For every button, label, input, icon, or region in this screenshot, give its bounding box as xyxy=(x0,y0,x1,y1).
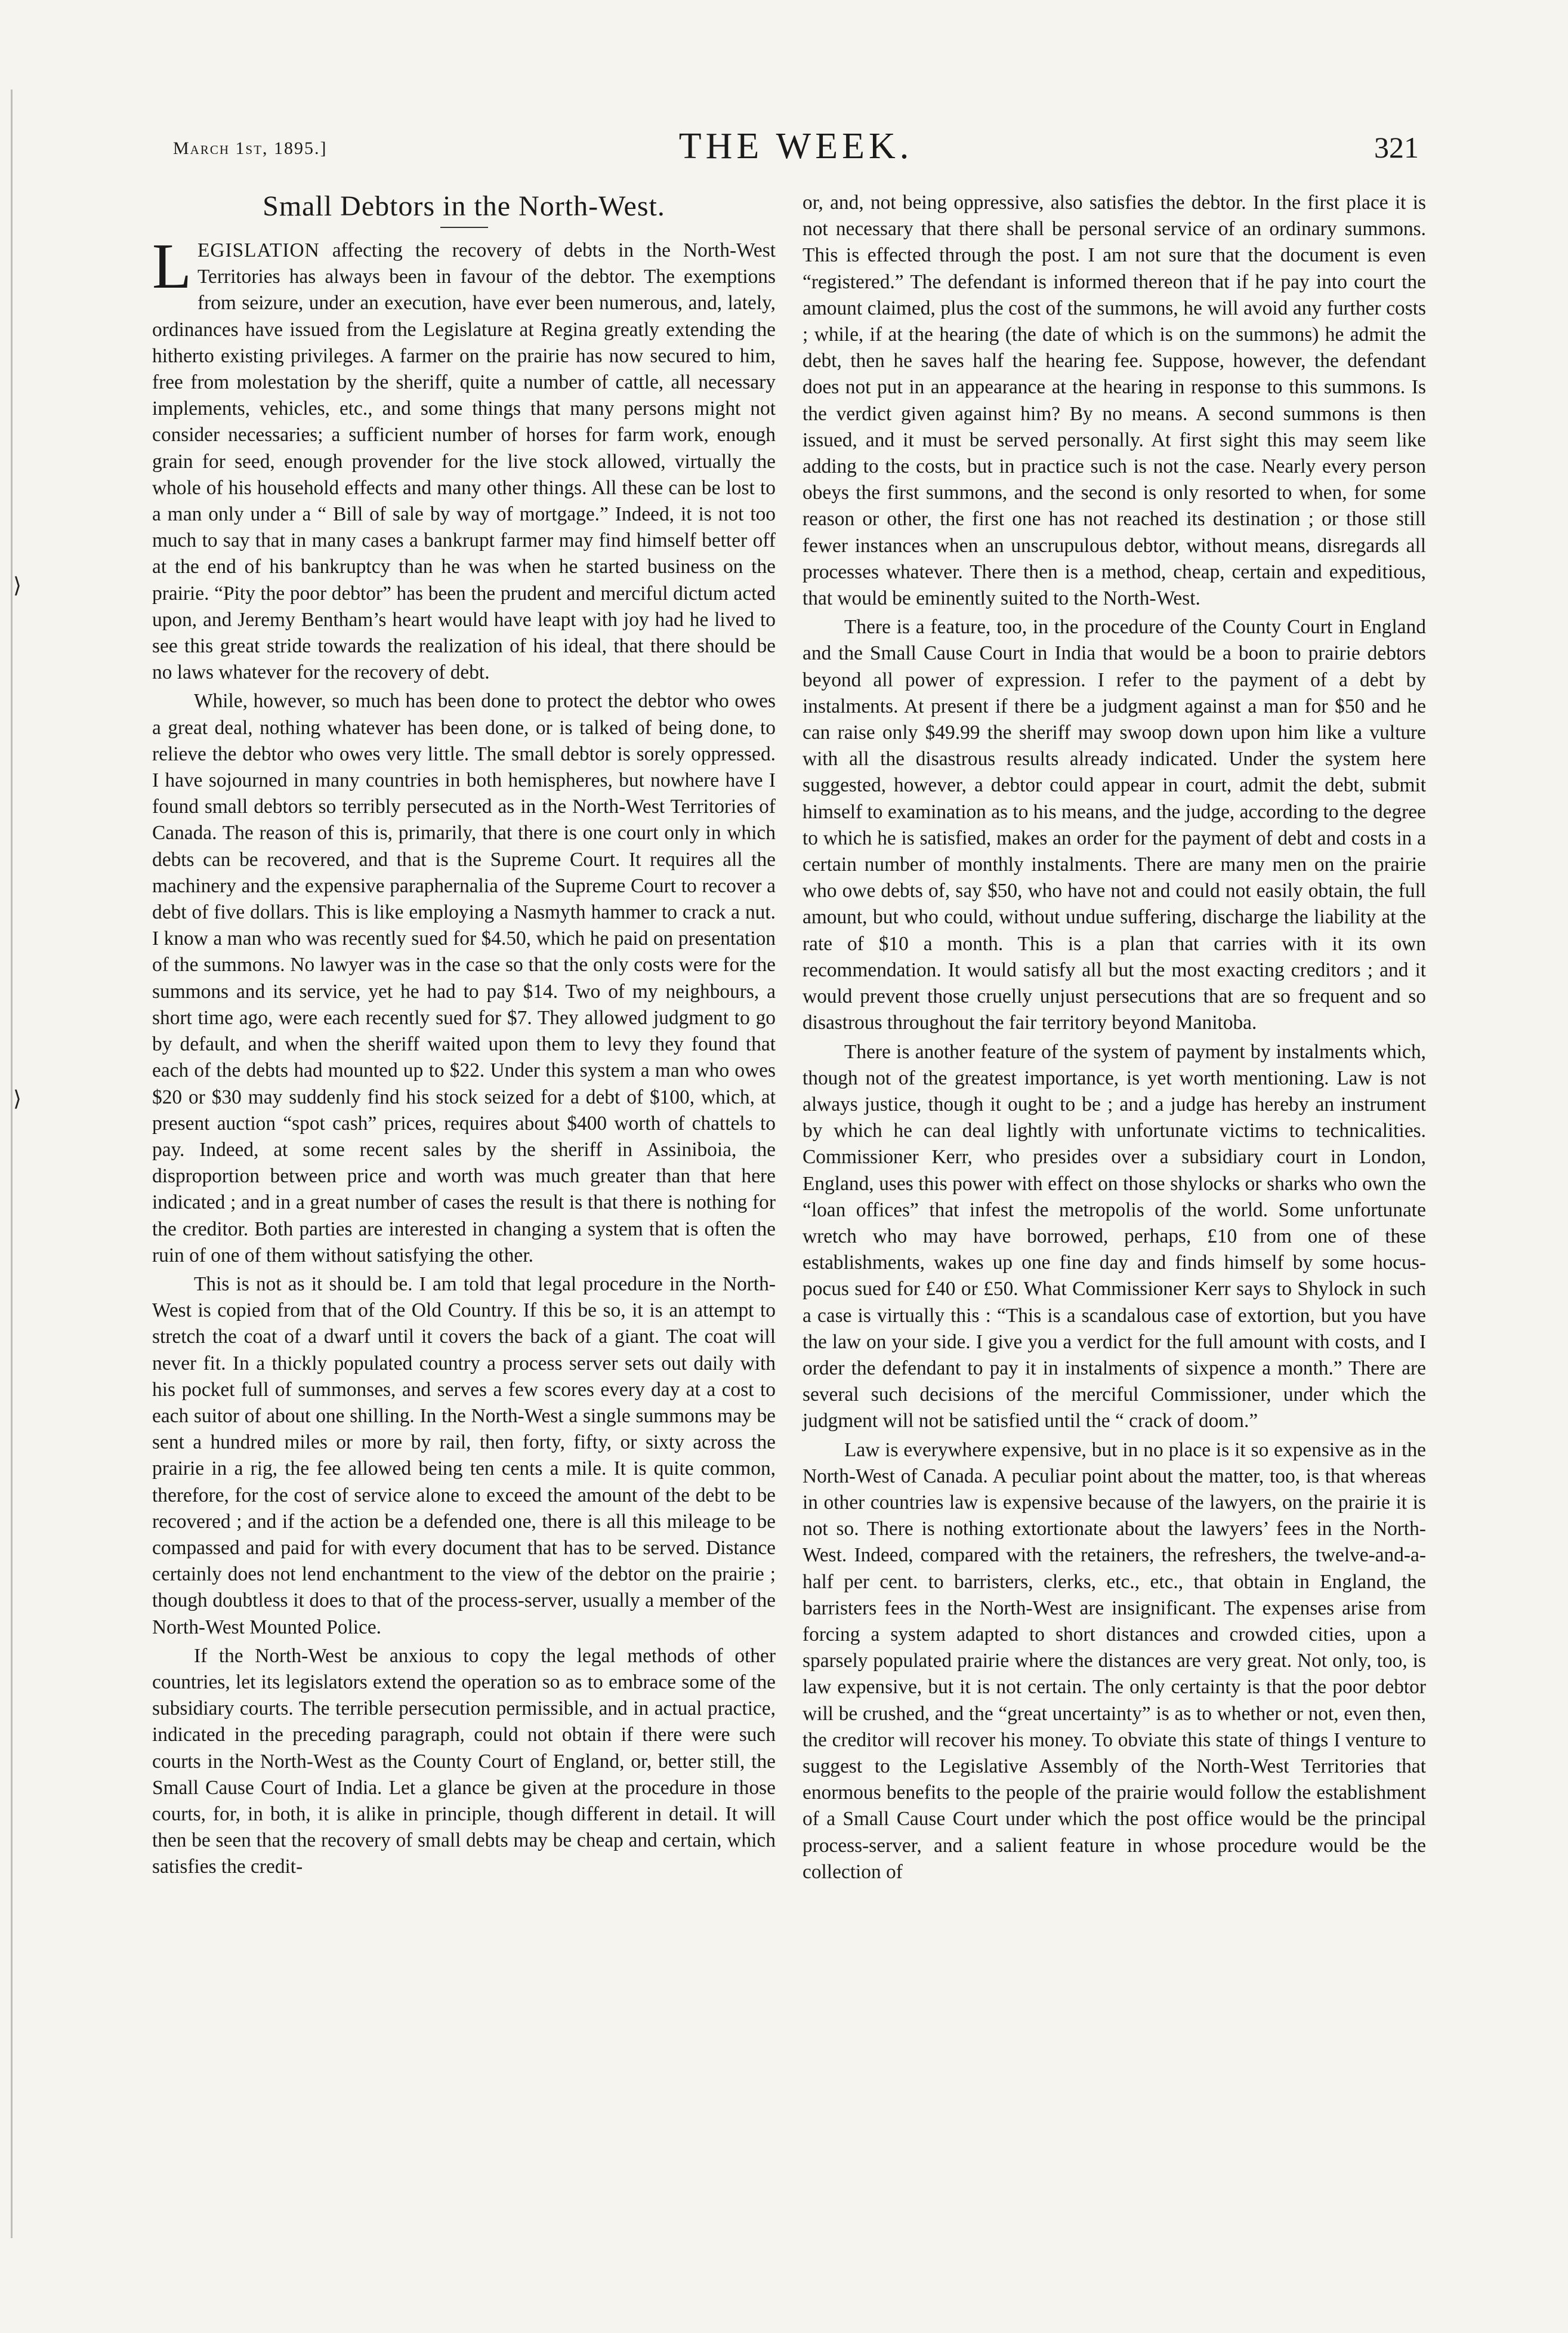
paragraph-text: affecting the recovery of debts in the North-West Territories has always been in favour of the debtor. The exemptions from seizure, under an execution, have ever been numerous, and, lately, ordinances have issued from the Legislature at Regina greatly extending the hitherto existing privileges. A farmer on the prairie has now secured to him, free from molestation by the sheriff, quite a number of cattle, all necessary implements, vehicles, etc., and some things that many persons might not consider necessaries; a sufficient number of horses for farm work, enough grain for seed, enough provender for the live stock allowed, virtually the whole of his household effects and many other things. All these can be lost to a man only under a “ Bill of sale by way of mortgage.” Indeed, it is not too much to say that in many cases a bankrupt farmer may find himself better off at the end of his bankruptcy than he was when he started business on the prairie. “Pity the poor debtor” has been the prudent and merciful dictum acted upon, and Jeremy Bentham’s heart would have leapt with joy had he lived to see this great stride towards the realization of his ideal, that there should be no laws whatever for the recovery of debt. xyxy=(152,239,776,684)
margin-mark: ⟩ xyxy=(13,574,22,597)
publication-title: THE WEEK. xyxy=(678,126,913,167)
paragraph: If the North-West be anxious to copy the legal methods of other countries, let its legislators extend the operation so as to embrace some of the subsidiary courts. The terrible persecution permissible, and in actual practice, indicated in the preceding paragraph, could not obtain if there were such courts in the North-West as the County Court of England, or, better still, the Small Cause Court of India. Let a glance be given at the procedure in those courts, for, in both, it is alike in principle, though different in detail. It will then be seen that the recovery of small debts may be cheap and certain, which satisfies the credit- xyxy=(152,1644,776,1878)
paragraph: There is another feature of the system of payment by instalments which, though not of the greatest importance, is yet worth mentioning. Law is not always justice, though it ought to be ; and a judge has hereby an instrument by which he can deal lightly with unfortunate victims to technicalities. Commissioner Kerr, who presides over a subsidiary court in London, England, uses this power with effect on those shylocks or sharks who own the “loan offices” that infest the metropolis of the world. Some unfortunate wretch who may have borrowed, perhaps, £10 from one of these establishments, wakes up one fine day and finds himself by some hocus-pocus sued for £40 or £50. What Commissioner Kerr says to Shylock in such a case is virtually this : “This is a scandalous case of extortion, but you have the law on your side. I give you a verdict for the full amount with costs, and I order the defendant to pay it in instalments of sixpence a month.” There are several such decisions of the merciful Commissioner, under which the judgment will not be satisfied until the “ crack of doom.” xyxy=(802,1040,1426,1432)
left-column xyxy=(152,190,776,1881)
paragraph: or, and, not being oppressive, also satisfies the debtor. In the first place it is not necessary that there shall be personal service of an ordinary summons. This is effected through the post. I am not sure that the document is even “registered.” The defendant is informed thereon that if he pay into court the amount claimed, plus the cost of the summons, he will avoid any further costs ; while, if at the hearing (the date of which is on the summons) he admit the debt, then he saves half the hearing fee. Suppose, however, the defendant does not put in an appearance at the hearing in response to this summons. Is the verdict given against him? By no means. A second summons is then issued, and it must be served personally. At first sight this may seem like adding to the costs, but in practice such is not the case. Nearly every person obeys the first summons, and the second is only resorted to when, for some reason or other, the first one has not reached its destination ; or those still fewer instances when an unscrupulous debtor, without means, disregards all processes whatever. There then is a method, cheap, certain and expeditious, that would be eminently suited to the North-West. xyxy=(802,192,1426,610)
margin-mark: ⟩ xyxy=(13,1087,22,1111)
lead-caps: EGISLATION xyxy=(197,239,320,261)
paragraph: There is a feature, too, in the procedure of the County Court in England and the Small Cause Court in India that would be a boon to prairie debtors beyond all power of expression. I refer to the payment of a debt by instalments. At present if there be a judgment against a man for $50 and he can raise only $49.99 the sheriff may swoop down upon him like a vulture with all the disastrous results already indicated. Under the system here suggested, however, a debtor could appear in court, admit the debt, submit himself to examination as to his means, and the judge, according to the degree to which he is satisfied, makes an order for the payment of debt and costs in a certain number of monthly instalments. There are many men on the prairie who owe debts of, say $50, who have not and could not easily obtain, the full amount, but who could, without undue suffering, discharge the liability at the rate of $10 a month. This is a plan that carries with it its own recommendation. It would satisfy all but the most exacting creditors ; and it would prevent those cruelly unjust persecutions that are so frequent and so disastrous throughout the fair territory beyond Manitoba. xyxy=(802,616,1427,1034)
title-rule xyxy=(440,227,488,228)
article-title: Small Debtors in the North-West. xyxy=(263,190,665,222)
paragraph: Law is everywhere expensive, but in no place is it so expensive as in the North-West of Canada. A peculiar point about the matter, too, is that whereas in other countries law is expensive because of the lawyers, on the prairie it is not so. There is nothing extortionate about the lawyers’ fees in the North-West. Indeed, compared with the retainers, the refreshers, the twelve-and-a-half per cent. to barristers, clerks, etc., etc., that obtain in England, the barristers fees in the North-West are insignificant. The expenses arise from forcing a system adapted to short distances and crowded cities, upon a sparsely populated prairie where the distances are very great. Not only, too, is law expensive, but it is not certain. The only certainty is that the poor debtor will be crushed, and the “great uncertainty” is as to whether or not, even then, the creditor will recover his money. To obviate this state of things I venture to suggest to the Legislative Assembly of the North-West Territories that enormous benefits to the people of the prairie would follow the establishment of a Small Cause Court under which the post office would be the principal process-server, and a salient feature in whose procedure would be the collection of xyxy=(802,1438,1426,1883)
paragraph: While, however, so much has been done to protect the debtor who owes a great deal, nothing whatever has been done, or is talked of being done, to relieve the debtor who owes very little. The small debtor is sorely oppressed. I have sojourned in many countries in both hemispheres, but nowhere have I found small debtors so terribly persecuted as in the North-West Territories of Canada. The reason of this is, primarily, that there is one court only in which debts can be recovered, and that is the Supreme Court. It requires all the machinery and the expensive paraphernalia of the Supreme Court to recover a debt of five dollars. This is like employing a Nasmyth hammer to crack a nut. I know a man who was recently sued for $4.50, which he paid on presentation of the summons. No lawyer was in the case so that the only costs were for the summons and its service, yet he had to pay $14. Two of my neighbours, a short time ago, were each recently sued for $7. They allowed judgment to go by default, and when the sheriff waited upon them to levy they found that each of the debts had mounted up to $22. Under this system a man who owes $20 or $30 may suddenly find his stock seized for a debt of $100, which, at present auction “spot cash” prices, requires about $400 worth of chattels to pay. Indeed, at some recent sales by the sheriff in Assiniboia, the disproportion between price and worth was much greater than that here indicated ; and in a great number of cases the result is that there is nothing for the creditor. Both parties are interested in changing a system that is often the ruin of one of them without satisfying the other. xyxy=(152,690,776,1266)
paragraph xyxy=(152,231,776,686)
right-column xyxy=(802,190,1426,1885)
binding-edge xyxy=(11,90,13,2238)
page-number: 321 xyxy=(1374,131,1419,164)
paragraph: This is not as it should be. I am told that legal procedure in the North-West is copied from that of the Old Country. If this be so, it is an attempt to stretch the coat of a dwarf until it covers the back of a giant. The coat will never fit. In a thickly populated country a process server sets out daily with his pocket full of summonses, and serves a few scores every day at a cost to each suitor of about one shilling. In the North-West a single summons may be sent a hundred miles or more by rail, then forty, fifty, or sixty across the prairie in a rig, the fee allowed being ten cents a mile. It is quite common, therefore, for the cost of service alone to exceed the amount of the debt to be recovered ; and if the action be a defended one, there is all this mileage to be compassed and paid for with every document that has to be served. Distance certainly does not lend enchantment to the view of the debtor on the prairie ; though doubtless it does to that of the process-server, usually a member of the North-West Mounted Police. xyxy=(152,1272,776,1638)
issue-date: March 1st, 1895.] xyxy=(173,138,328,158)
running-head xyxy=(173,125,1419,173)
drop-cap: L xyxy=(152,231,192,302)
